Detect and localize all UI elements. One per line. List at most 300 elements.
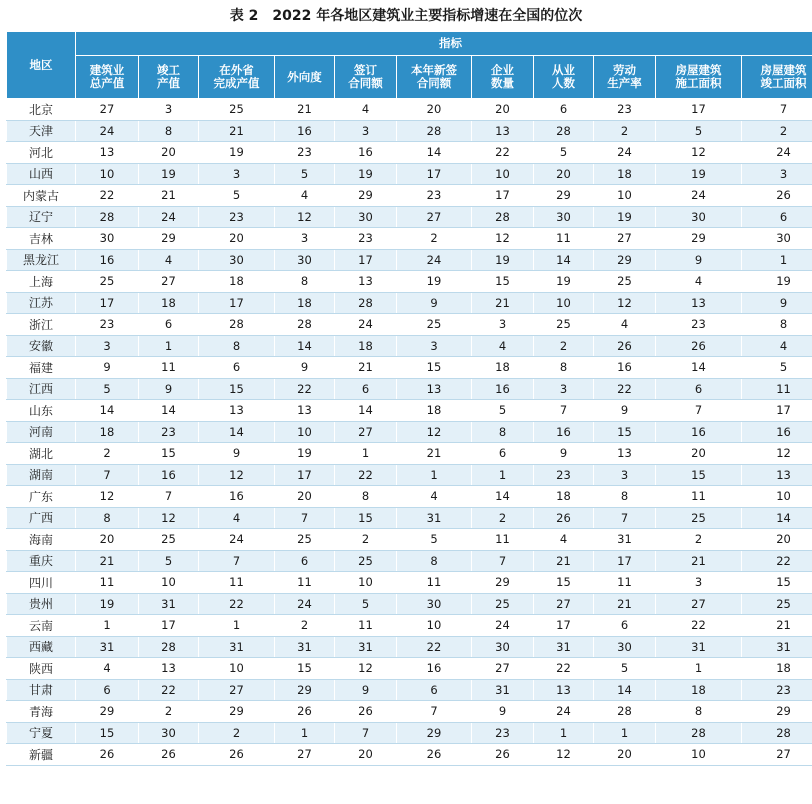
rank-cell: 24 (472, 615, 534, 637)
rank-cell: 17 (275, 464, 335, 486)
rank-cell: 8 (139, 120, 199, 142)
rank-cell: 22 (594, 378, 656, 400)
rank-cell: 13 (742, 464, 812, 486)
rank-cell: 29 (742, 701, 812, 723)
rank-cell: 20 (76, 529, 139, 551)
rank-cell: 21 (534, 550, 594, 572)
rank-cell: 10 (139, 572, 199, 594)
rank-cell: 27 (594, 228, 656, 250)
rank-cell: 23 (656, 314, 742, 336)
rank-cell: 7 (397, 701, 472, 723)
rank-cell: 7 (199, 550, 275, 572)
rank-cell: 15 (335, 507, 397, 529)
rank-cell: 6 (397, 679, 472, 701)
rank-cell: 12 (275, 206, 335, 228)
rank-cell: 1 (656, 658, 742, 680)
rank-cell: 22 (472, 142, 534, 164)
rank-cell: 27 (139, 271, 199, 293)
rank-cell: 25 (335, 550, 397, 572)
rank-cell: 30 (275, 249, 335, 271)
rank-cell: 7 (656, 400, 742, 422)
rank-cell: 26 (534, 507, 594, 529)
rank-cell: 25 (594, 271, 656, 293)
rank-cell: 10 (76, 163, 139, 185)
column-header (472, 56, 534, 99)
rank-cell: 6 (656, 378, 742, 400)
table-row (7, 357, 812, 379)
rank-cell: 23 (139, 421, 199, 443)
rank-cell: 19 (534, 271, 594, 293)
rank-cell: 28 (275, 314, 335, 336)
rank-cell: 19 (656, 163, 742, 185)
rank-cell: 17 (199, 292, 275, 314)
table-row (7, 679, 812, 701)
rank-cell: 21 (594, 593, 656, 615)
rank-cell: 20 (275, 486, 335, 508)
column-header (199, 56, 275, 99)
rank-cell: 13 (472, 120, 534, 142)
table-row (7, 99, 812, 121)
column-header-line: 完成产值 (213, 76, 260, 90)
rank-cell: 4 (534, 529, 594, 551)
rank-cell: 27 (335, 421, 397, 443)
rank-cell: 30 (534, 206, 594, 228)
rank-cell: 26 (76, 744, 139, 766)
rank-cell: 19 (199, 142, 275, 164)
rank-cell: 22 (139, 679, 199, 701)
column-header-line: 生产率 (607, 76, 642, 90)
rank-cell: 2 (76, 443, 139, 465)
rank-cell: 15 (275, 658, 335, 680)
column-header-line: 本年新签 (411, 63, 457, 77)
table-row (7, 163, 812, 185)
rank-cell: 20 (472, 99, 534, 121)
region-cell: 青海 (7, 701, 76, 723)
rank-cell: 22 (742, 550, 812, 572)
rank-cell: 17 (335, 249, 397, 271)
rank-cell: 3 (594, 464, 656, 486)
indicator-group-header: 指标 (76, 32, 812, 56)
rank-cell: 23 (534, 464, 594, 486)
rank-cell: 16 (594, 357, 656, 379)
region-cell: 陕西 (7, 658, 76, 680)
rank-cell: 8 (76, 507, 139, 529)
table-row (7, 744, 812, 766)
rank-cell: 1 (534, 722, 594, 744)
rank-cell: 24 (656, 185, 742, 207)
rank-cell: 8 (199, 335, 275, 357)
table-title: 表 2 2022 年各地区建筑业主要指标增速在全国的位次 (229, 8, 583, 24)
rank-cell: 10 (534, 292, 594, 314)
rank-cell: 21 (335, 357, 397, 379)
rank-cell: 10 (656, 744, 742, 766)
rank-cell: 16 (534, 421, 594, 443)
rank-cell: 18 (335, 335, 397, 357)
rank-cell: 8 (742, 314, 812, 336)
region-cell: 江苏 (7, 292, 76, 314)
rank-cell: 12 (76, 486, 139, 508)
rank-cell: 30 (656, 206, 742, 228)
rank-cell: 31 (275, 636, 335, 658)
rank-cell: 9 (397, 292, 472, 314)
rank-cell: 15 (139, 443, 199, 465)
rank-cell: 5 (335, 593, 397, 615)
rank-cell: 23 (199, 206, 275, 228)
rank-cell: 8 (397, 550, 472, 572)
rank-cell: 27 (534, 593, 594, 615)
rank-cell: 11 (534, 228, 594, 250)
rank-cell: 5 (742, 357, 812, 379)
rank-cell: 1 (742, 249, 812, 271)
column-header (594, 56, 656, 99)
rank-cell: 5 (656, 120, 742, 142)
rank-cell: 17 (139, 615, 199, 637)
table-row (7, 378, 812, 400)
rank-cell: 9 (76, 357, 139, 379)
rank-cell: 14 (594, 679, 656, 701)
rank-cell: 14 (335, 400, 397, 422)
rank-cell: 11 (139, 357, 199, 379)
rank-cell: 6 (594, 615, 656, 637)
region-cell: 安徽 (7, 335, 76, 357)
rank-cell: 12 (335, 658, 397, 680)
region-cell: 浙江 (7, 314, 76, 336)
rank-cell: 22 (656, 615, 742, 637)
rank-cell: 26 (139, 744, 199, 766)
rank-cell: 26 (335, 701, 397, 723)
rank-cell: 25 (76, 271, 139, 293)
rank-cell: 21 (139, 185, 199, 207)
rank-cell: 17 (656, 99, 742, 121)
column-header (139, 56, 199, 99)
table-row (7, 615, 812, 637)
rank-cell: 30 (594, 636, 656, 658)
rank-cell: 22 (275, 378, 335, 400)
rank-cell: 2 (275, 615, 335, 637)
rank-cell: 3 (534, 378, 594, 400)
rank-cell: 26 (742, 185, 812, 207)
rank-cell: 24 (76, 120, 139, 142)
rank-cell: 24 (594, 142, 656, 164)
rank-cell: 22 (335, 464, 397, 486)
rank-cell: 30 (472, 636, 534, 658)
rank-cell: 19 (275, 443, 335, 465)
rank-cell: 17 (397, 163, 472, 185)
region-cell: 甘肃 (7, 679, 76, 701)
column-header-line: 签订 (354, 63, 377, 77)
rank-cell: 22 (397, 636, 472, 658)
region-cell: 新疆 (7, 744, 76, 766)
region-cell: 辽宁 (7, 206, 76, 228)
rank-cell: 10 (275, 421, 335, 443)
rank-cell: 4 (275, 185, 335, 207)
rank-cell: 25 (656, 507, 742, 529)
rank-cell: 21 (199, 120, 275, 142)
rank-cell: 19 (139, 163, 199, 185)
rank-cell: 9 (534, 443, 594, 465)
rank-cell: 4 (472, 335, 534, 357)
rank-cell: 11 (742, 378, 812, 400)
rank-cell: 28 (335, 292, 397, 314)
rank-cell: 29 (472, 572, 534, 594)
table-row (7, 120, 812, 142)
rank-cell: 12 (199, 464, 275, 486)
table-row (7, 400, 812, 422)
region-cell: 贵州 (7, 593, 76, 615)
table-row (7, 443, 812, 465)
column-header-line: 总产值 (89, 76, 125, 90)
rank-cell: 10 (742, 486, 812, 508)
rank-cell: 24 (275, 593, 335, 615)
rank-cell: 27 (275, 744, 335, 766)
rank-cell: 27 (397, 206, 472, 228)
rank-cell: 20 (742, 529, 812, 551)
table-row (7, 701, 812, 723)
rank-cell: 29 (594, 249, 656, 271)
table-row (7, 314, 812, 336)
column-header-line: 产值 (157, 76, 180, 90)
rank-cell: 16 (656, 421, 742, 443)
column-header-line: 房屋建筑 (760, 63, 807, 77)
rank-cell: 7 (594, 507, 656, 529)
rank-cell: 19 (594, 206, 656, 228)
rank-cell: 13 (275, 400, 335, 422)
rank-cell: 25 (275, 529, 335, 551)
rank-cell: 6 (472, 443, 534, 465)
rank-cell: 12 (472, 228, 534, 250)
rank-cell: 6 (76, 679, 139, 701)
rank-cell: 18 (139, 292, 199, 314)
rank-cell: 3 (335, 120, 397, 142)
rank-cell: 29 (199, 701, 275, 723)
rank-cell: 5 (275, 163, 335, 185)
rank-cell: 10 (397, 615, 472, 637)
rank-cell: 30 (139, 722, 199, 744)
rank-cell: 10 (335, 572, 397, 594)
rank-cell: 7 (76, 464, 139, 486)
rank-cell: 26 (594, 335, 656, 357)
rank-cell: 15 (742, 572, 812, 594)
rank-cell: 3 (472, 314, 534, 336)
region-cell: 福建 (7, 357, 76, 379)
region-cell: 湖南 (7, 464, 76, 486)
rank-cell: 6 (139, 314, 199, 336)
rank-cell: 14 (199, 421, 275, 443)
rank-cell: 5 (397, 529, 472, 551)
rank-cell: 24 (397, 249, 472, 271)
rank-cell: 23 (472, 722, 534, 744)
table-row (7, 142, 812, 164)
rank-cell: 28 (76, 206, 139, 228)
rank-cell: 13 (656, 292, 742, 314)
rank-cell: 31 (76, 636, 139, 658)
rank-cell: 31 (335, 636, 397, 658)
rank-cell: 12 (656, 142, 742, 164)
rank-cell: 4 (656, 271, 742, 293)
region-cell: 湖北 (7, 443, 76, 465)
rank-cell: 16 (76, 249, 139, 271)
rank-cell: 28 (742, 722, 812, 744)
rank-cell: 1 (472, 464, 534, 486)
column-header-line: 外向度 (287, 69, 322, 84)
region-cell: 北京 (7, 99, 76, 121)
rank-cell: 26 (397, 744, 472, 766)
table-row (7, 722, 812, 744)
rank-cell: 9 (656, 249, 742, 271)
rank-cell: 24 (335, 314, 397, 336)
table-row (7, 228, 812, 250)
table-row (7, 292, 812, 314)
rank-cell: 21 (472, 292, 534, 314)
rank-cell: 28 (397, 120, 472, 142)
table-row (7, 185, 812, 207)
rank-cell: 31 (534, 636, 594, 658)
rank-cell: 29 (397, 722, 472, 744)
rank-cell: 30 (76, 228, 139, 250)
rank-cell: 16 (397, 658, 472, 680)
column-header-line: 劳动 (613, 63, 636, 77)
rank-cell: 27 (472, 658, 534, 680)
region-cell: 河北 (7, 142, 76, 164)
rank-cell: 8 (534, 357, 594, 379)
rank-cell: 4 (335, 99, 397, 121)
column-header-line: 房屋建筑 (675, 63, 722, 77)
rank-cell: 20 (335, 744, 397, 766)
rank-cell: 10 (472, 163, 534, 185)
column-header-line: 建筑业 (89, 63, 125, 77)
column-header-line: 合同额 (348, 76, 383, 90)
rank-cell: 12 (742, 443, 812, 465)
rank-cell: 3 (275, 228, 335, 250)
rank-cell: 20 (139, 142, 199, 164)
region-cell: 内蒙古 (7, 185, 76, 207)
column-header (335, 56, 397, 99)
rank-cell: 1 (594, 722, 656, 744)
rank-cell: 15 (594, 421, 656, 443)
rank-cell: 16 (335, 142, 397, 164)
rank-cell: 19 (397, 271, 472, 293)
region-cell: 吉林 (7, 228, 76, 250)
rank-cell: 28 (472, 206, 534, 228)
rank-cell: 29 (139, 228, 199, 250)
table-row (7, 550, 812, 572)
rank-cell: 12 (397, 421, 472, 443)
rank-cell: 19 (472, 249, 534, 271)
rank-cell: 3 (397, 335, 472, 357)
rank-cell: 4 (397, 486, 472, 508)
rank-cell: 23 (397, 185, 472, 207)
rank-cell: 14 (397, 142, 472, 164)
rank-cell: 18 (199, 271, 275, 293)
column-header (275, 56, 335, 99)
rank-cell: 21 (275, 99, 335, 121)
column-header-line: 竣工 (157, 63, 180, 77)
table-row (7, 593, 812, 615)
region-cell: 黑龙江 (7, 249, 76, 271)
region-cell: 西藏 (7, 636, 76, 658)
rank-cell: 30 (742, 228, 812, 250)
rank-cell: 10 (594, 185, 656, 207)
rank-cell: 18 (397, 400, 472, 422)
rank-cell: 25 (199, 99, 275, 121)
rank-cell: 28 (139, 636, 199, 658)
table-row (7, 572, 812, 594)
rank-cell: 18 (656, 679, 742, 701)
rank-cell: 1 (76, 615, 139, 637)
rank-cell: 17 (534, 615, 594, 637)
rank-cell: 5 (139, 550, 199, 572)
region-cell: 宁夏 (7, 722, 76, 744)
rank-cell: 13 (335, 271, 397, 293)
region-cell: 云南 (7, 615, 76, 637)
rank-cell: 14 (472, 486, 534, 508)
rank-cell: 29 (76, 701, 139, 723)
rank-cell: 11 (275, 572, 335, 594)
rank-cell: 9 (335, 679, 397, 701)
rank-cell: 24 (534, 701, 594, 723)
rank-cell: 29 (656, 228, 742, 250)
rank-cell: 27 (76, 99, 139, 121)
table-row (7, 486, 812, 508)
rank-cell: 22 (199, 593, 275, 615)
table-row (7, 271, 812, 293)
rank-cell: 14 (275, 335, 335, 357)
column-header (534, 56, 594, 99)
rank-cell: 18 (594, 163, 656, 185)
rank-cell: 29 (335, 185, 397, 207)
rank-cell: 11 (199, 572, 275, 594)
rank-cell: 1 (335, 443, 397, 465)
rank-cell: 4 (594, 314, 656, 336)
rank-cell: 6 (335, 378, 397, 400)
rank-cell: 22 (76, 185, 139, 207)
region-cell: 江西 (7, 378, 76, 400)
rank-cell: 25 (534, 314, 594, 336)
rank-cell: 4 (199, 507, 275, 529)
rank-cell: 6 (199, 357, 275, 379)
rank-cell: 31 (656, 636, 742, 658)
rank-cell: 28 (594, 701, 656, 723)
table-row (7, 206, 812, 228)
rank-cell: 13 (534, 679, 594, 701)
rank-cell: 3 (76, 335, 139, 357)
rank-cell: 14 (656, 357, 742, 379)
rank-cell: 11 (76, 572, 139, 594)
rank-cell: 26 (656, 335, 742, 357)
rank-cell: 9 (742, 292, 812, 314)
rank-cell: 20 (594, 744, 656, 766)
rank-cell: 1 (397, 464, 472, 486)
rank-cell: 20 (534, 163, 594, 185)
column-header-line: 合同额 (416, 76, 452, 90)
rank-cell: 28 (199, 314, 275, 336)
rank-cell: 17 (76, 292, 139, 314)
rank-cell: 20 (199, 228, 275, 250)
column-header (76, 56, 139, 99)
rank-cell: 12 (534, 744, 594, 766)
rank-cell: 23 (594, 99, 656, 121)
rank-cell: 22 (534, 658, 594, 680)
rank-cell: 15 (656, 464, 742, 486)
ranking-table (6, 31, 812, 766)
rank-cell: 20 (397, 99, 472, 121)
rank-cell: 5 (472, 400, 534, 422)
table-row (7, 421, 812, 443)
rank-cell: 23 (275, 142, 335, 164)
rank-cell: 2 (594, 120, 656, 142)
rank-cell: 24 (139, 206, 199, 228)
rank-cell: 16 (742, 421, 812, 443)
